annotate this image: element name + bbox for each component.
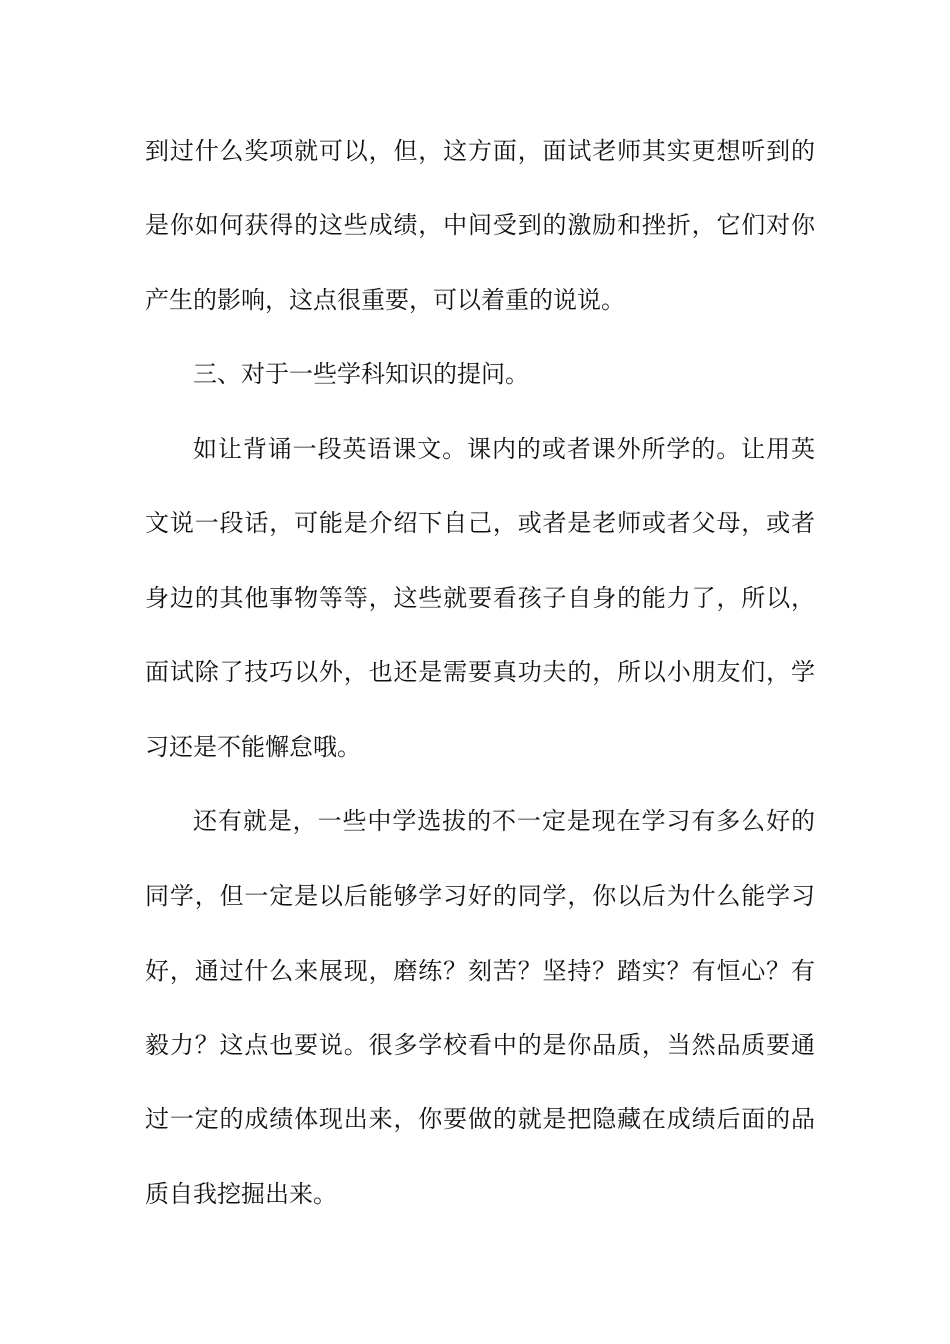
paragraph-line: 如让背诵一段英语课文。课内的或者课外所学的。让用英 bbox=[193, 435, 815, 463]
paragraph-line: 质自我挖掘出来。 bbox=[145, 1180, 337, 1208]
paragraph-line: 面试除了技巧以外，也还是需要真功夫的，所以小朋友们，学 bbox=[145, 658, 815, 686]
paragraph-line: 产生的影响，这点很重要，可以着重的说说。 bbox=[145, 286, 625, 314]
paragraph-line: 过一定的成绩体现出来，你要做的就是把隐藏在成绩后面的品 bbox=[145, 1105, 815, 1133]
paragraph-line: 习还是不能懈怠哦。 bbox=[145, 733, 361, 761]
section-heading: 三、对于一些学科知识的提问。 bbox=[193, 360, 529, 388]
paragraph-line: 还有就是，一些中学选拔的不一定是现在学习有多么好的 bbox=[193, 807, 815, 835]
paragraph-line: 毅力？这点也要说。很多学校看中的是你品质，当然品质要通 bbox=[145, 1031, 815, 1059]
paragraph-line: 身边的其他事物等等，这些就要看孩子自身的能力了，所以， bbox=[145, 584, 815, 612]
paragraph-line: 好，通过什么来展现，磨练？刻苦？坚持？踏实？有恒心？有 bbox=[145, 957, 815, 985]
paragraph-line: 是你如何获得的这些成绩，中间受到的激励和挫折，它们对你 bbox=[145, 211, 815, 239]
paragraph-line: 到过什么奖项就可以，但，这方面，面试老师其实更想听到的 bbox=[145, 137, 815, 165]
paragraph-line: 同学，但一定是以后能够学习好的同学，你以后为什么能学习 bbox=[145, 882, 815, 910]
paragraph-line: 文说一段话，可能是介绍下自己，或者是老师或者父母，或者 bbox=[145, 509, 815, 537]
